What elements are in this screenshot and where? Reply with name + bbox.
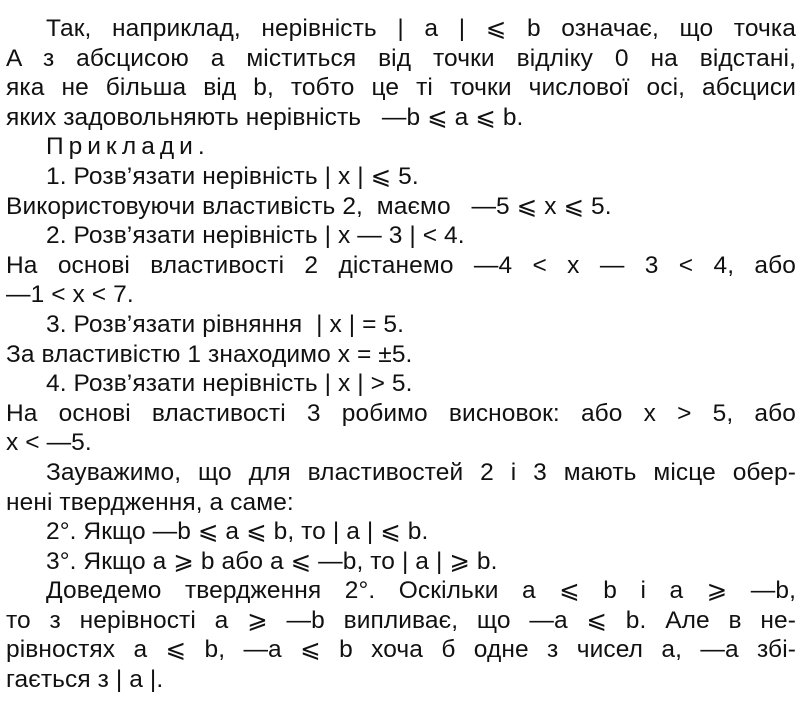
example-line: 1. Розв’язати нерівність | x | ⩽ 5. xyxy=(46,162,419,190)
document-text xyxy=(6,14,796,695)
example-line: На основі властивості 2 дістанемо —4 < x — 3 < 4, або xyxy=(6,251,796,279)
paragraph-line: яка не більша від b, тобто це ті точки числової осі, абсциси xyxy=(6,74,796,102)
example-line: 3. Розв’язати рівняння | x | = 5. xyxy=(46,310,405,338)
paragraph-line: нені твердження, а саме: xyxy=(6,488,294,516)
example-line: 2. Розв’язати нерівність | x — 3 | < 4. xyxy=(46,222,465,250)
paragraph-line: гається з | a |. xyxy=(6,666,164,694)
example-line: x < —5. xyxy=(6,429,92,457)
example-line: 4. Розв’язати нерівність | x | > 5. xyxy=(46,370,413,398)
example-line: На основі властивості 3 робимо висновок: або x > 5, або xyxy=(6,399,796,427)
property-line: 3°. Якщо a ⩾ b або a ⩽ —b, то | a | ⩾ b. xyxy=(46,547,498,575)
example-line: —1 < x < 7. xyxy=(6,281,134,309)
property-line: 2°. Якщо —b ⩽ a ⩽ b, то | a | ⩽ b. xyxy=(46,518,429,546)
paragraph-line: A з абсцисою a міститься від точки відліку 0 на відстані, xyxy=(6,44,796,72)
example-line: За властивістю 1 знаходимо x = ±5. xyxy=(6,340,413,368)
paragraph-line: яких задовольняють нерівність —b ⩽ a ⩽ b. xyxy=(6,103,524,131)
paragraph-line: Доведемо твердження 2°. Оскільки a ⩽ b і a ⩾ —b, xyxy=(46,577,796,605)
example-line: Використовуючи властивість 2, маємо —5 ⩽ x ⩽ 5. xyxy=(6,192,612,220)
paragraph-line: рівностях a ⩽ b, —a ⩽ b хоча б одне з чисел a, —a збі- xyxy=(6,636,796,664)
paragraph-line: Зауважимо, що для властивостей 2 і 3 мають місце обер- xyxy=(46,458,796,486)
paragraph-line: то з нерівності a ⩾ —b випливає, що —a ⩽ b. Але в не- xyxy=(6,606,796,634)
paragraph-line: Так, наприклад, нерівність | a | ⩽ b означає, що точка xyxy=(46,15,796,42)
section-heading: Приклади. xyxy=(46,133,210,161)
